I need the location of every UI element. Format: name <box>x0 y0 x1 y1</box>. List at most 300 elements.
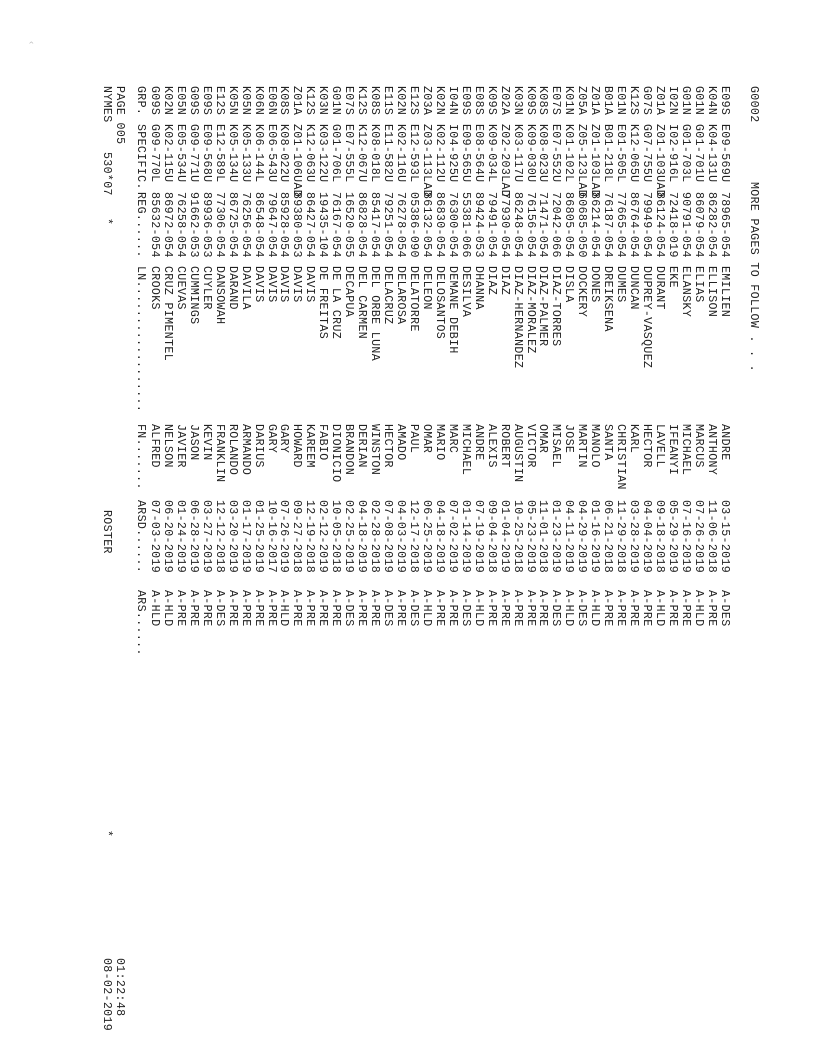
row-ars: A-DES <box>407 590 420 627</box>
row-arsd: 10-05-2018 <box>329 500 343 574</box>
row-specific: I04-925U <box>445 124 459 183</box>
table-row <box>148 0 161 1056</box>
row-reg: 86725-054 <box>225 192 239 258</box>
row-specific: K05-133U <box>238 124 252 183</box>
row-ars: A-HLD <box>419 590 433 627</box>
col-fn: FN....... <box>134 424 147 490</box>
row-reg: 85632-054 <box>148 192 161 258</box>
row-grp: G01N <box>678 86 692 116</box>
row-arsd: 02-28-2018 <box>368 500 382 574</box>
row-specific: K09-030U <box>523 124 537 183</box>
row-ars: A-PRE <box>355 590 369 627</box>
row-first-name: ARMANDO <box>238 424 252 476</box>
row-last-name: DIAZ <box>484 266 498 296</box>
row-reg: 86805-054 <box>562 192 576 258</box>
table-row <box>692 0 705 1056</box>
row-specific: E05-534U <box>173 124 187 183</box>
row-specific: E01-505L <box>614 124 628 183</box>
table-row <box>666 0 679 1056</box>
row-ars: A-PRE <box>199 590 213 627</box>
table-row <box>394 0 407 1056</box>
row-first-name: ROLANDO <box>225 424 239 476</box>
row-reg: 90791-054 <box>678 192 692 258</box>
row-last-name: DIAZ-MORALEZ <box>523 266 537 354</box>
row-arsd: 07-26-2019 <box>277 500 291 574</box>
row-last-name: DELOSANTOS <box>432 266 446 340</box>
row-first-name: KEVIN <box>199 424 213 461</box>
row-specific: K02-112U <box>432 124 446 183</box>
row-reg: 77306-054 <box>212 192 226 258</box>
row-reg: 86214-054 <box>588 192 602 258</box>
row-ars: A-PRE <box>666 590 679 627</box>
table-row <box>265 0 278 1056</box>
table-row <box>705 0 718 1056</box>
row-grp: K03N <box>510 86 524 116</box>
row-last-name: EKE <box>666 266 679 288</box>
row-grp: K08S <box>368 86 382 116</box>
row-last-name: DAVIS <box>264 266 278 303</box>
scan-mark: ‹ <box>26 40 36 46</box>
row-last-name: DUPREY-VASQUEZ <box>640 266 654 369</box>
row-reg: 55381-066 <box>458 192 472 258</box>
table-row <box>174 0 187 1056</box>
row-first-name: ANDRE <box>717 424 731 461</box>
row-specific: E06-543U <box>264 124 278 183</box>
row-arsd: 01-14-2019 <box>458 500 472 574</box>
row-first-name: SANTA <box>601 424 615 461</box>
row-first-name: DARIUS <box>251 424 265 468</box>
row-reg: 76256-054 <box>238 192 252 258</box>
row-specific: Z02-203LAD <box>497 124 511 198</box>
row-last-name: DAVIS <box>277 266 291 303</box>
row-grp: G01N <box>329 86 343 116</box>
row-arsd: 02-12-2019 <box>316 500 330 574</box>
row-reg: 76300-054 <box>445 192 459 258</box>
row-ars: A-PRE <box>510 590 524 627</box>
row-grp: K02N <box>394 86 408 116</box>
row-first-name: HECTOR <box>381 424 395 468</box>
row-first-name: KARL <box>627 424 641 454</box>
row-grp: K08S <box>277 86 291 116</box>
table-row <box>575 0 588 1056</box>
row-reg: 72418-019 <box>666 192 679 258</box>
row-reg: 79251-054 <box>381 192 395 258</box>
row-specific: G01-701U <box>691 124 705 183</box>
row-ars: A-HLD <box>160 590 174 627</box>
row-arsd: 03-27-2019 <box>199 500 213 574</box>
row-grp: G09S <box>186 86 200 116</box>
row-last-name: CROOKS <box>148 266 161 310</box>
row-ars: A-PRE <box>316 590 330 627</box>
row-grp: K05N <box>225 86 239 116</box>
row-grp: K12S <box>627 86 641 116</box>
row-arsd: 10-25-2018 <box>510 500 524 574</box>
col-reg: REG...... <box>134 192 147 258</box>
row-ars: A-DES <box>575 590 589 627</box>
row-specific: K08-018L <box>368 124 382 183</box>
row-arsd: 01-23-2019 <box>549 500 563 574</box>
table-row <box>187 0 200 1056</box>
row-reg: 86828-054 <box>355 192 369 258</box>
row-first-name: MISAEL <box>549 424 563 468</box>
row-specific: E12-589L <box>212 124 226 183</box>
row-first-name: ALFRED <box>148 424 161 468</box>
row-specific: K12-065U <box>627 124 641 183</box>
row-grp: E07S <box>342 86 356 116</box>
row-ars: A-PRE <box>251 590 265 627</box>
row-last-name: DUMES <box>614 266 628 303</box>
header-star-left: * <box>100 218 113 226</box>
row-grp: Z03A <box>419 86 433 116</box>
row-last-name: DHANNA <box>471 266 485 310</box>
row-reg: 77930-054 <box>497 192 511 258</box>
row-specific: K08-022U <box>277 124 291 183</box>
row-last-name: DELEON <box>419 266 433 310</box>
row-last-name: DISLA <box>562 266 576 303</box>
row-arsd: 03-20-2019 <box>225 500 239 574</box>
row-grp: E06N <box>264 86 278 116</box>
row-first-name: DERIAN <box>355 424 369 468</box>
row-grp: G07S <box>640 86 654 116</box>
row-first-name: HECTOR <box>640 424 654 468</box>
row-grp: K08S <box>536 86 550 116</box>
row-reg: 85417-054 <box>368 192 382 258</box>
row-reg: 86124-054 <box>653 192 667 258</box>
row-first-name: JASON <box>186 424 200 461</box>
row-specific: Z01-106UAD <box>290 124 304 198</box>
table-row <box>213 0 226 1056</box>
table-row <box>472 0 485 1056</box>
row-first-name: DIONICIO <box>329 424 343 483</box>
row-last-name: DAVIS <box>290 266 304 303</box>
row-arsd: 05-29-2019 <box>666 500 679 574</box>
table-row <box>200 0 213 1056</box>
table-row <box>459 0 472 1056</box>
row-grp: Z05A <box>575 86 589 116</box>
row-arsd: 07-16-2019 <box>678 500 692 574</box>
row-arsd: 07-19-2019 <box>471 500 485 574</box>
row-grp: K01N <box>562 86 576 116</box>
row-last-name: ELANSKY <box>678 266 692 318</box>
row-reg: 76278-054 <box>394 192 408 258</box>
row-ars: A-PRE <box>627 590 641 627</box>
table-row <box>498 0 511 1056</box>
row-ars: A-PRE <box>640 590 654 627</box>
row-first-name: ANTHONY <box>704 424 718 476</box>
row-arsd: 06-28-2019 <box>186 500 200 574</box>
row-last-name: ELLISON <box>704 266 718 318</box>
row-reg: 76156-054 <box>523 192 537 258</box>
row-first-name: IFEANYI <box>666 424 679 476</box>
row-specific: G09-771U <box>186 124 200 183</box>
row-specific: G09-770L <box>148 124 161 183</box>
row-grp: K04N <box>704 86 718 116</box>
row-last-name: DELACRUZ <box>381 266 395 325</box>
row-grp: E09S <box>199 86 213 116</box>
row-reg: 86248-054 <box>510 192 524 258</box>
table-row <box>433 0 446 1056</box>
row-specific: G01-703L <box>678 124 692 183</box>
row-arsd: 04-29-2019 <box>575 500 589 574</box>
row-reg: 76167-054 <box>329 192 343 258</box>
row-last-name: DE LA CRUZ <box>329 266 343 340</box>
row-specific: K05-134U <box>225 124 239 183</box>
row-specific: E08-564U <box>471 124 485 183</box>
row-ars: A-PRE <box>614 590 628 627</box>
row-reg: 86972-054 <box>160 192 174 258</box>
row-grp: K03N <box>316 86 330 116</box>
row-arsd: 04-03-2019 <box>394 500 408 574</box>
row-grp: K02N <box>160 86 174 116</box>
row-ars: A-PRE <box>238 590 252 627</box>
row-ars: A-DES <box>381 590 395 627</box>
table-row <box>446 0 459 1056</box>
row-reg: 86764-054 <box>627 192 641 258</box>
row-reg: 86427-054 <box>303 192 317 258</box>
row-first-name: ANDRE <box>471 424 485 461</box>
row-ars: A-PRE <box>290 590 304 627</box>
row-specific: K12-067U <box>355 124 369 183</box>
row-arsd: 07-26-2019 <box>691 500 705 574</box>
row-last-name: DIAZ-TORRES <box>549 266 563 347</box>
table-row <box>161 0 174 1056</box>
row-arsd: 03-28-2019 <box>627 500 641 574</box>
row-reg: 16520-055 <box>342 192 356 258</box>
row-specific: E12-593L <box>407 124 420 183</box>
row-reg: 86830-054 <box>432 192 446 258</box>
column-header-row <box>134 0 147 1056</box>
row-ars: A-HLD <box>471 590 485 627</box>
row-last-name: DELATORRE <box>407 266 420 332</box>
table-row <box>601 0 614 1056</box>
report-type: ROSTER <box>100 510 113 554</box>
table-row <box>588 0 601 1056</box>
row-reg: 89936-053 <box>199 192 213 258</box>
row-arsd: 12-19-2018 <box>303 500 317 574</box>
row-grp: E05N <box>173 86 187 116</box>
row-arsd: 07-03-2019 <box>148 500 161 574</box>
row-first-name: MARTIN <box>575 424 589 468</box>
report-time: 01:22:48 <box>113 958 126 1017</box>
row-grp: Z01A <box>588 86 602 116</box>
row-last-name: EMILIEN <box>717 266 731 318</box>
report-code: 530*07 <box>100 152 113 196</box>
col-ln: LN.................. <box>134 266 147 413</box>
table-row <box>511 0 524 1056</box>
row-specific: E11-582U <box>381 124 395 183</box>
row-last-name: CUMMINGS <box>186 266 200 325</box>
row-reg: 86282-054 <box>704 192 718 258</box>
table-row <box>278 0 291 1056</box>
row-arsd: 01-17-2019 <box>238 500 252 574</box>
row-grp: E12S <box>212 86 226 116</box>
col-ars: ARS...... <box>134 590 147 656</box>
row-last-name: DECAPUA <box>342 266 356 318</box>
row-last-name: DOCKERY <box>575 266 589 318</box>
row-first-name: WINSTON <box>368 424 382 476</box>
table-row <box>562 0 575 1056</box>
row-arsd: 09-18-2018 <box>653 500 667 574</box>
row-last-name: DEL CARMEN <box>355 266 369 340</box>
row-specific: K01-102L <box>562 124 576 183</box>
row-grp: B01A <box>601 86 615 116</box>
row-ars: A-PRE <box>432 590 446 627</box>
table-row <box>537 0 550 1056</box>
row-first-name: MARC <box>445 424 459 454</box>
row-specific: E09-565U <box>458 124 472 183</box>
row-ars: A-PRE <box>601 590 615 627</box>
row-ars: A-PRE <box>186 590 200 627</box>
row-grp: E07S <box>549 86 563 116</box>
row-ars: A-PRE <box>678 590 692 627</box>
row-ars: A-PRE <box>368 590 382 627</box>
row-grp: G09S <box>148 86 161 116</box>
row-grp: E09S <box>717 86 731 116</box>
header-star-right: * <box>100 830 113 838</box>
col-grp: GRP. <box>134 86 147 116</box>
table-row <box>226 0 239 1056</box>
row-reg: 19435-104 <box>316 192 330 258</box>
row-grp: E11S <box>381 86 395 116</box>
row-specific: K04-131U <box>704 124 718 183</box>
row-arsd: 07-02-2019 <box>445 500 459 574</box>
row-first-name: AUGUSTIN <box>510 424 524 483</box>
table-row <box>653 0 666 1056</box>
row-first-name: FABIO <box>316 424 330 461</box>
row-grp: K05N <box>238 86 252 116</box>
row-first-name: VICTOR <box>523 424 537 468</box>
row-reg: 86079-054 <box>691 192 705 258</box>
row-specific: K02-116U <box>394 124 408 183</box>
row-first-name: BRANDON <box>342 424 356 476</box>
table-row <box>614 0 627 1056</box>
row-reg: 85928-054 <box>277 192 291 258</box>
table-row <box>420 0 433 1056</box>
row-grp: E08S <box>471 86 485 116</box>
row-reg: 91662-053 <box>186 192 200 258</box>
row-first-name: PAUL <box>407 424 420 454</box>
row-ars: A-HLD <box>277 590 291 627</box>
row-arsd: 05-23-2019 <box>523 500 537 574</box>
row-grp: E01N <box>614 86 628 116</box>
row-ars: A-HLD <box>588 590 602 627</box>
row-first-name: MARCUS <box>691 424 705 468</box>
row-ars: A-HLD <box>562 590 576 627</box>
row-first-name: MANOLO <box>588 424 602 468</box>
row-arsd: 09-27-2018 <box>290 500 304 574</box>
row-specific: E07-552U <box>549 124 563 183</box>
row-specific: Z01-103LAD <box>588 124 602 198</box>
row-reg: 76258-054 <box>173 192 187 258</box>
row-arsd: 06-25-2019 <box>419 500 433 574</box>
table-row <box>252 0 265 1056</box>
row-ars: A-HLD <box>148 590 161 627</box>
row-specific: I02-916L <box>666 124 679 183</box>
row-first-name: OMAR <box>536 424 550 454</box>
row-specific: Z05-123LAD <box>575 124 589 198</box>
row-ars: A-PRE <box>523 590 537 627</box>
row-ars: A-PRE <box>225 590 239 627</box>
row-arsd: 11-29-2018 <box>614 500 628 574</box>
row-arsd: 12-17-2018 <box>407 500 420 574</box>
row-last-name: CRUZ PIMENTEL <box>160 266 174 361</box>
row-arsd: 12-12-2018 <box>212 500 226 574</box>
row-ars: A-DES <box>717 590 731 627</box>
row-first-name: ROBERT <box>497 424 511 468</box>
row-arsd: 07-08-2019 <box>381 500 395 574</box>
row-last-name: DAVILA <box>238 266 252 310</box>
row-grp: K12S <box>303 86 317 116</box>
row-reg: 79949-054 <box>640 192 654 258</box>
row-first-name: NELSON <box>160 424 174 468</box>
row-arsd: 09-04-2018 <box>484 500 498 574</box>
table-row <box>679 0 692 1056</box>
row-ars: A-PRE <box>173 590 187 627</box>
row-reg: 78965-054 <box>717 192 731 258</box>
row-specific: Z01-103UAD <box>653 124 667 198</box>
row-arsd: 01-16-2019 <box>588 500 602 574</box>
row-arsd: 04-11-2019 <box>562 500 576 574</box>
row-reg: 76187-054 <box>601 192 615 258</box>
footer-code: G0002 <box>747 86 760 123</box>
row-specific: K02-115U <box>160 124 174 183</box>
row-first-name: GARY <box>277 424 291 454</box>
row-specific: K03-122U <box>316 124 330 183</box>
row-reg: 86132-054 <box>419 192 433 258</box>
row-last-name: DELAROSA <box>394 266 408 325</box>
row-ars: A-PRE <box>264 590 278 627</box>
row-first-name: LAVELL <box>653 424 667 468</box>
table-row <box>524 0 537 1056</box>
report-title: NYMES <box>100 86 113 123</box>
row-ars: A-PRE <box>329 590 343 627</box>
row-specific: K06-144L <box>251 124 265 183</box>
table-row <box>368 0 381 1056</box>
row-grp: K12S <box>355 86 369 116</box>
row-ars: A-HLD <box>691 590 705 627</box>
row-specific: E09-568U <box>199 124 213 183</box>
row-last-name: ELIAS <box>691 266 705 303</box>
row-first-name: ALEXIS <box>484 424 498 468</box>
row-first-name: AMADO <box>394 424 408 461</box>
row-specific: Z03-113LAD <box>419 124 433 198</box>
row-grp: Z01A <box>653 86 667 116</box>
row-ars: A-DES <box>549 590 563 627</box>
report-date: 08-02-2019 <box>100 958 113 1032</box>
row-first-name: OMAR <box>419 424 433 454</box>
table-row <box>718 0 731 1056</box>
row-arsd: 01-25-2019 <box>251 500 265 574</box>
row-first-name: MARIO <box>432 424 446 461</box>
row-last-name: CUEVAS <box>173 266 187 310</box>
row-specific: G01-706L <box>329 124 343 183</box>
row-ars: A-PRE <box>704 590 718 627</box>
row-reg: 89424-053 <box>471 192 485 258</box>
row-ars: A-PRE <box>394 590 408 627</box>
row-ars: A-PRE <box>484 590 498 627</box>
more-pages-note: MORE PAGES TO FOLLOW . . . <box>747 182 760 372</box>
row-arsd: 01-24-2019 <box>173 500 187 574</box>
row-arsd: 02-25-2019 <box>342 500 356 574</box>
row-specific: K09-034L <box>484 124 498 183</box>
row-grp: I04N <box>445 86 459 116</box>
row-first-name: KAREEM <box>303 424 317 468</box>
row-ars: A-DES <box>212 590 226 627</box>
row-reg: 05386-090 <box>407 192 420 258</box>
row-specific: K12-063U <box>303 124 317 183</box>
row-last-name: DARAND <box>225 266 239 310</box>
row-last-name: CUYLER <box>199 266 213 310</box>
